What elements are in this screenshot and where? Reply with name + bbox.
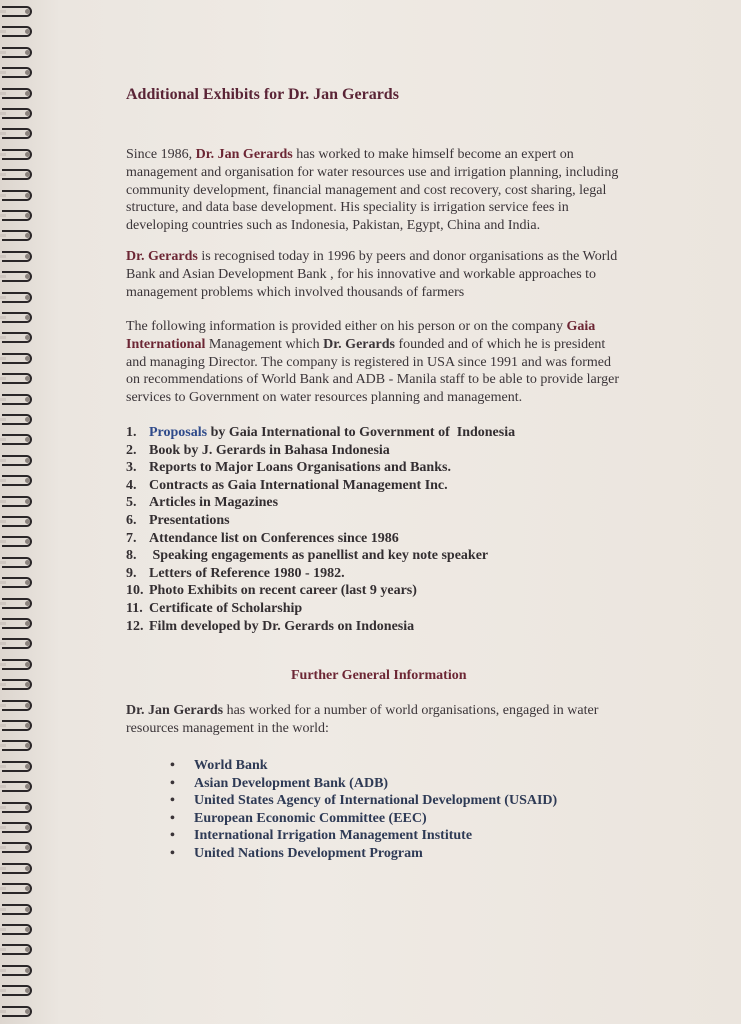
punch-hole bbox=[25, 111, 30, 116]
exhibit-item bbox=[126, 600, 515, 618]
exhibit-item bbox=[126, 530, 515, 548]
exhibit-highlight: Proposals bbox=[149, 425, 208, 440]
punch-hole bbox=[25, 9, 30, 14]
punch-hole bbox=[25, 356, 30, 361]
punch-hole bbox=[25, 662, 30, 667]
exhibit-item bbox=[126, 582, 515, 600]
organisations-intro-name: Dr. Jan Gerards bbox=[126, 703, 224, 718]
intro-paragraph bbox=[126, 146, 626, 235]
company-name: Gaia International bbox=[126, 319, 596, 352]
intro-text: has worked to make himself become an expert on management and organisation for water resources use and irrigation planning, including community development, financial management and cost recovery, cost sharing, legal structure, and data base development. His speciality is irrigation service fees in developing countries such as Indonesia, Pakistan, Egypt, China and India. bbox=[126, 147, 619, 234]
organisation-name: Asian Development Bank (ADB) bbox=[194, 775, 389, 791]
organisation-item bbox=[170, 845, 557, 863]
punch-hole bbox=[25, 91, 30, 96]
organisation-name: European Economic Committee (EEC) bbox=[194, 810, 427, 826]
exhibit-number: 9. bbox=[126, 565, 137, 581]
bullet-icon: • bbox=[170, 793, 175, 809]
exhibit-item bbox=[126, 459, 515, 477]
exhibit-item bbox=[126, 477, 515, 495]
punch-hole bbox=[25, 397, 30, 402]
intro-name: Dr. Jan Gerards bbox=[195, 147, 293, 162]
organisation-name: United Nations Development Program bbox=[194, 845, 423, 861]
further-info-heading: Further General Information bbox=[291, 668, 467, 683]
bullet-icon: • bbox=[170, 845, 175, 861]
organisation-name: World Bank bbox=[194, 758, 268, 773]
page-title: Additional Exhibits for Dr. Jan Gerards bbox=[126, 86, 399, 103]
punch-hole bbox=[25, 295, 30, 300]
organisation-item bbox=[170, 792, 557, 810]
organisation-item bbox=[170, 827, 557, 845]
exhibit-text: by Gaia International to Government of Indonesia bbox=[207, 425, 516, 440]
exhibit-item bbox=[126, 547, 515, 565]
exhibit-text: Speaking engagements as panellist and key note speaker bbox=[149, 548, 489, 564]
intro-lead: Since 1986, bbox=[126, 147, 196, 162]
exhibit-item bbox=[126, 424, 515, 442]
punch-hole bbox=[25, 927, 30, 932]
company-paragraph bbox=[126, 318, 626, 407]
punch-hole bbox=[25, 621, 30, 626]
punch-hole bbox=[25, 254, 30, 259]
punch-hole bbox=[25, 213, 30, 218]
punch-hole bbox=[25, 50, 30, 55]
exhibit-number: 6. bbox=[126, 512, 137, 528]
company-text-3: founded and of which he is president and managing Director. The company is registered in USA since 1991 and was formed on recommendations of World Bank and ADB - Manila staff to be able to provide larger services to Government on water resources planning and management. bbox=[126, 336, 620, 406]
exhibits-list bbox=[126, 424, 515, 635]
punch-hole bbox=[25, 1009, 30, 1014]
exhibit-text: Reports to Major Loans Organisations and Banks. bbox=[149, 460, 451, 476]
exhibit-text: Presentations bbox=[149, 512, 230, 528]
exhibit-text: Certificate of Scholarship bbox=[149, 600, 303, 616]
punch-hole bbox=[25, 152, 30, 157]
exhibit-number: 5. bbox=[126, 495, 137, 511]
punch-hole bbox=[25, 601, 30, 606]
punch-hole bbox=[25, 723, 30, 728]
exhibit-item bbox=[126, 565, 515, 583]
organisation-item bbox=[170, 810, 557, 828]
bullet-icon: • bbox=[170, 828, 175, 844]
exhibit-number: 4. bbox=[126, 477, 137, 493]
punch-hole bbox=[25, 866, 30, 871]
exhibit-item bbox=[126, 442, 515, 460]
company-text-2: Management which bbox=[205, 336, 324, 352]
exhibit-number: 3. bbox=[126, 460, 137, 476]
exhibit-text: Photo Exhibits on recent career (last 9 years) bbox=[149, 583, 417, 599]
organisations-intro-paragraph bbox=[126, 702, 626, 738]
bullet-icon: • bbox=[170, 810, 175, 826]
punch-hole bbox=[25, 458, 30, 463]
punch-hole bbox=[25, 805, 30, 810]
exhibit-number: 10. bbox=[126, 583, 144, 599]
punch-hole bbox=[25, 519, 30, 524]
punch-hole bbox=[25, 315, 30, 320]
exhibit-text: Book by J. Gerards in Bahasa Indonesia bbox=[149, 442, 390, 458]
exhibit-item bbox=[126, 618, 515, 636]
exhibit-number: 11. bbox=[126, 600, 143, 616]
bullet-icon: • bbox=[170, 775, 175, 791]
exhibit-text: Film developed by Dr. Gerards on Indonesia bbox=[149, 618, 415, 634]
exhibit-item bbox=[126, 494, 515, 512]
punch-hole bbox=[25, 968, 30, 973]
punch-hole bbox=[25, 825, 30, 830]
recognition-name: Dr. Gerards bbox=[126, 249, 198, 264]
bullet-icon: • bbox=[170, 758, 175, 773]
punch-hole bbox=[25, 499, 30, 504]
exhibit-text: Attendance list on Conferences since 1986 bbox=[149, 530, 399, 546]
exhibit-number: 12. bbox=[126, 618, 144, 634]
exhibit-number: 1. bbox=[126, 425, 137, 440]
punch-hole bbox=[25, 193, 30, 198]
punch-hole bbox=[25, 703, 30, 708]
exhibit-text: Articles in Magazines bbox=[149, 495, 279, 511]
punch-hole bbox=[25, 417, 30, 422]
company-founder-name: Dr. Gerards bbox=[323, 336, 395, 352]
organisation-name: United States Agency of International Development (USAID) bbox=[194, 793, 558, 809]
exhibit-number: 2. bbox=[126, 442, 137, 458]
punch-hole bbox=[25, 764, 30, 769]
organisation-item bbox=[170, 775, 557, 793]
exhibit-number: 7. bbox=[126, 530, 137, 546]
organisation-name: International Irrigation Management Institute bbox=[194, 828, 473, 844]
exhibit-number: 8. bbox=[126, 548, 137, 564]
recognition-text: is recognised today in 1996 by peers and donor organisations as the World Bank and Asian Development Bank , for his innovative and workable approaches to management problems which involved thousands of farmers bbox=[126, 249, 618, 300]
exhibit-item bbox=[126, 512, 515, 530]
punch-hole bbox=[25, 560, 30, 565]
exhibit-text: Letters of Reference 1980 - 1982. bbox=[149, 565, 345, 581]
recognition-paragraph bbox=[126, 248, 626, 301]
organisation-item bbox=[170, 757, 557, 775]
organisations-intro-text: has worked for a number of world organisations, engaged in water resources management in the world: bbox=[126, 703, 599, 736]
spiral-binding bbox=[0, 0, 40, 1024]
punch-hole bbox=[25, 907, 30, 912]
organisations-list bbox=[170, 757, 557, 863]
exhibit-text: Contracts as Gaia International Management Inc. bbox=[149, 477, 448, 493]
company-text-1: The following information is provided either on his person or on the company bbox=[126, 319, 567, 334]
